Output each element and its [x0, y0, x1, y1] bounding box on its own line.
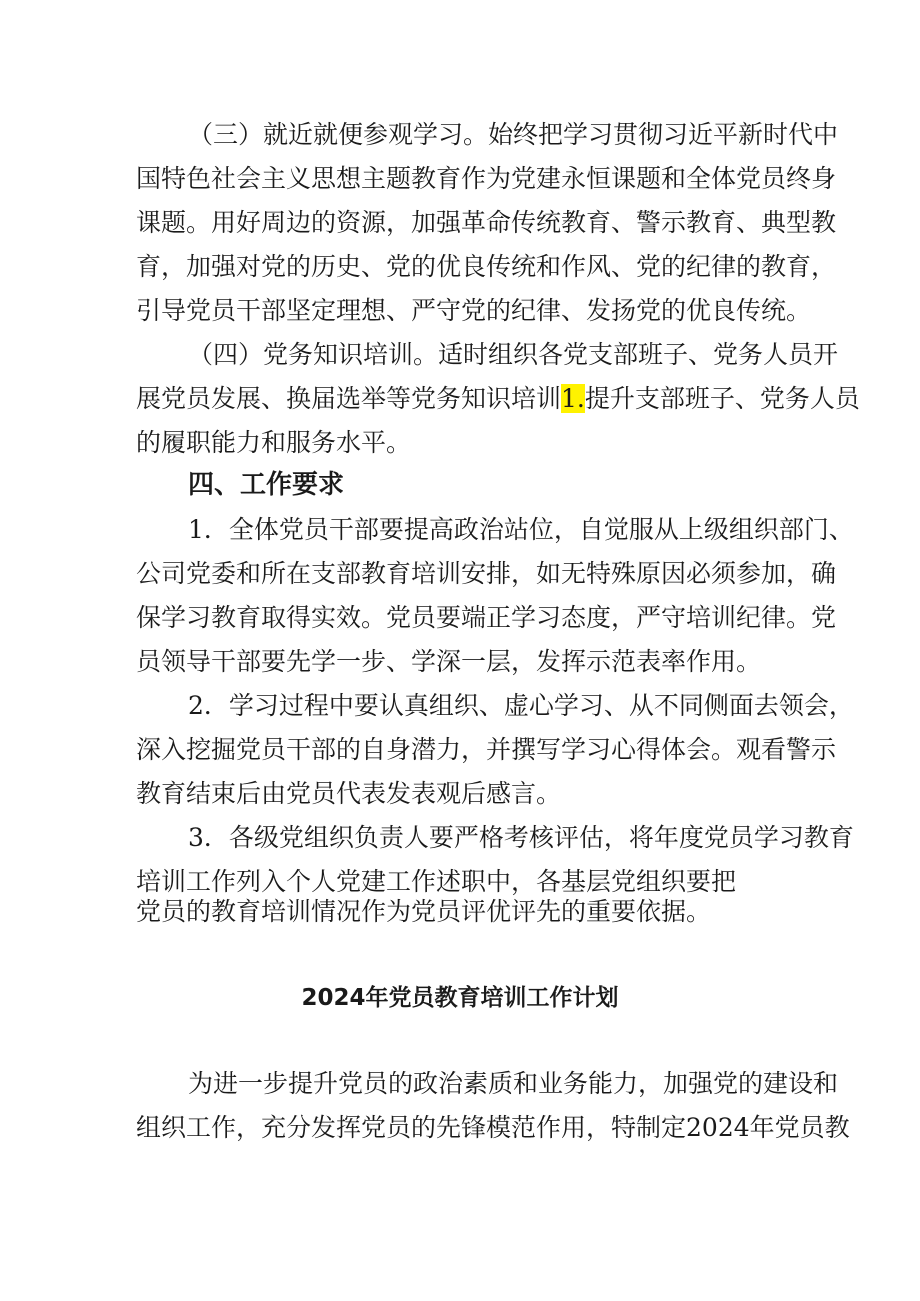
section3-line-1: （三）就近就便参观学习。始终把学习贯彻习近平新时代中 [188, 120, 839, 149]
req-item3-line-1: 3．各级党组织负责人要严格考核评估，将年度党员学习教育 [188, 823, 854, 852]
intro-line-2: 组织工作，充分发挥党员的先锋模范作用，特制定2024年党员教 [136, 1113, 850, 1142]
req-item3-line-2: 培训工作列入个人党建工作述职中，各基层党组织要把 [136, 867, 737, 896]
section4-line-2-before: 展党员发展、换届选举等党务知识培训 [136, 384, 562, 413]
req-item1-line-4: 员领导干部要先学一步、学深一层，发挥示范表率作用。 [136, 647, 762, 676]
req-item3-line-3: 党员的教育培训情况作为党员评优评先的重要依据。 [136, 897, 712, 926]
section-heading-requirements: 四、工作要求 [188, 470, 345, 500]
intro-line-1: 为进一步提升党员的政治素质和业务能力，加强党的建设和 [188, 1069, 839, 1098]
section4-line-3: 的履职能力和服务水平。 [136, 428, 412, 457]
section4-line-1: （四）党务知识培训。适时组织各党支部班子、党务人员开 [188, 340, 839, 369]
highlighted-number: 1. [561, 384, 585, 413]
req-item2-line-1: 2．学习过程中要认真组织、虚心学习、从不同侧面去领会， [188, 691, 854, 720]
section3-line-2: 国特色社会主义思想主题教育作为党建永恒课题和全体党员终身 [136, 164, 837, 193]
section3-line-4: 育，加强对党的历史、党的优良传统和作风、党的纪律的教育， [136, 252, 837, 281]
document-title: 2024年党员教育培训工作计划 [301, 985, 619, 1011]
req-item2-line-3: 教育结束后由党员代表发表观后感言。 [136, 779, 562, 808]
req-item1-line-1: 1．全体党员干部要提高政治站位，自觉服从上级组织部门、 [188, 515, 854, 544]
section4-line-2-after: 提升支部班子、党务人员 [584, 384, 860, 413]
req-item1-line-3: 保学习教育取得实效。党员要端正学习态度，严守培训纪律。党 [136, 603, 837, 632]
section3-line-5: 引导党员干部坚定理想、严守党的纪律、发扬党的优良传统。 [136, 296, 812, 325]
section4-line-2 [136, 384, 860, 414]
req-item1-line-2: 公司党委和所在支部教育培训安排，如无特殊原因必须参加，确 [136, 559, 837, 588]
section3-line-3: 课题。用好周边的资源，加强革命传统教育、警示教育、典型教 [136, 208, 837, 237]
req-item2-line-2: 深入挖掘党员干部的自身潜力，并撰写学习心得体会。观看警示 [136, 735, 837, 764]
